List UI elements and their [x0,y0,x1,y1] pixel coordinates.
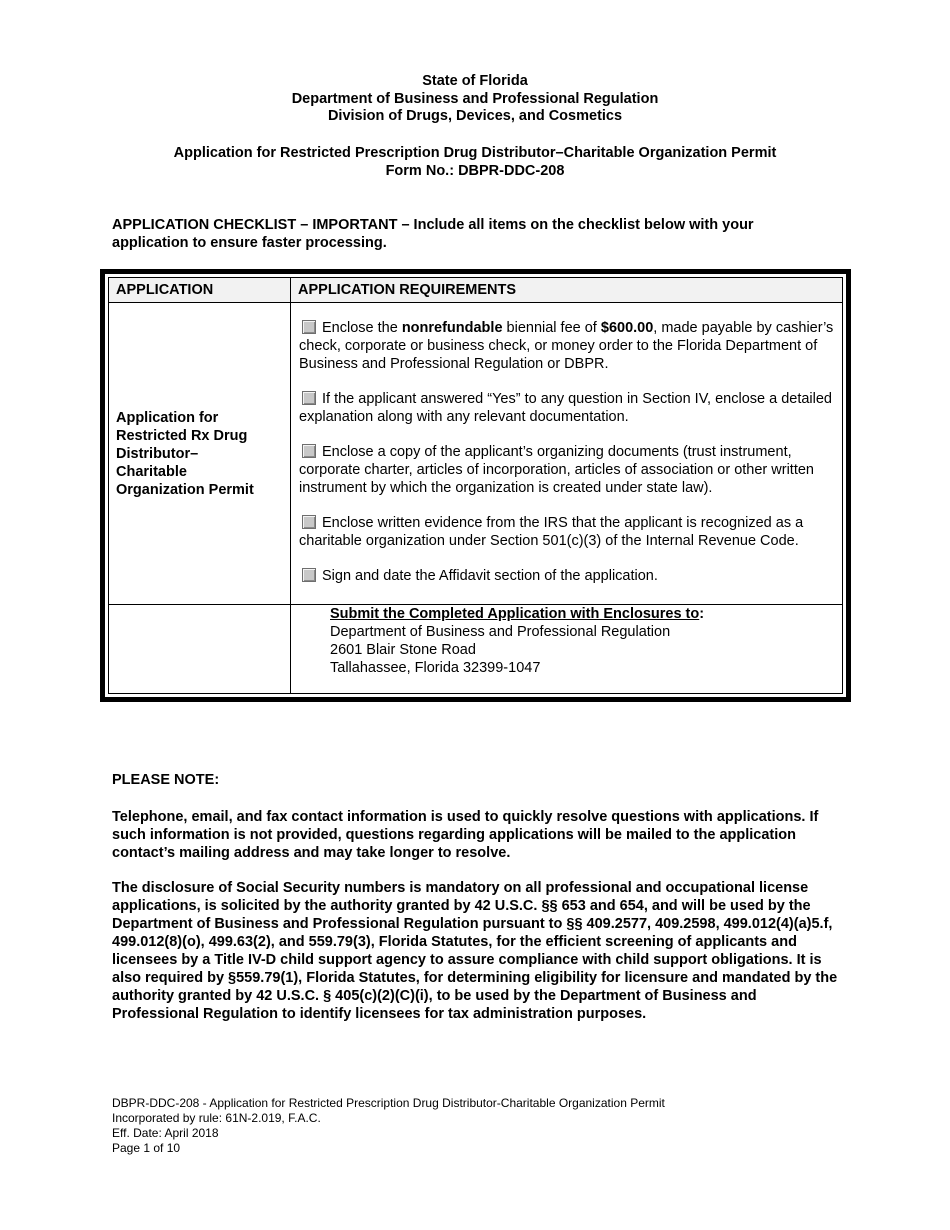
note-heading: PLEASE NOTE: [112,772,220,788]
checklist-table [108,277,843,694]
application-label-line: Application for [116,409,219,426]
requirement-text: , made payable by cashier’s check, corporate or business check, or money order to the Florida Department of Business and Professional Regulation or DBPR. [299,320,834,372]
footer-page-number: Page 1 of 10 [112,1141,181,1155]
address-line: Department of Business and Professional Regulation [330,624,671,640]
checklist-table-frame [100,269,851,702]
checklist-heading: APPLICATION CHECKLIST – IMPORTANT – Include all items on the checklist below with your application to ensure faster processing. [112,217,754,251]
requirement-text: If the applicant answered “Yes” to any question in Section IV, enclose a detailed explanation along with any relevant documentation. [299,391,832,425]
requirement-emphasis: nonrefundable [401,320,503,336]
contact-info-note: Telephone, email, and fax contact information is used to quickly resolve questions with applications. If such information is not provided, questions regarding applications will be mailed to the application contact’s mailing address and may take longer to resolve. [112,809,819,861]
requirement-explanation [299,390,836,426]
checkbox-affidavit[interactable] [302,568,316,582]
checkbox-organizing-documents[interactable] [302,444,316,458]
footer-rule: Incorporated by rule: 61N-2.019, F.A.C. [112,1111,321,1125]
application-label-line: Restricted Rx Drug [116,427,248,444]
table-row [109,605,843,694]
application-label-line: Organization Permit [116,481,254,498]
department-name: Department of Business and Professional Regulation [291,90,659,107]
empty-cell [109,605,291,694]
application-label-line: Distributor– [116,445,199,462]
submit-title-colon: : [699,606,705,622]
requirement-fee [299,319,836,373]
page-footer [112,1096,665,1156]
table-row [109,303,843,605]
checkbox-irs-evidence[interactable] [302,515,316,529]
col-header-application: APPLICATION [109,278,291,303]
requirement-text: biennial fee of [502,320,601,336]
requirement-text: Enclose written evidence from the IRS that the applicant is recognized as a charitable organization under Section 501(c)(3) of the Internal Revenue Code. [299,515,804,549]
footer-form-title: DBPR-DDC-208 - Application for Restricted Prescription Drug Distributor-Charitable Organization Permit [112,1096,665,1110]
fee-amount: $600.00 [600,320,654,336]
col-header-requirements: APPLICATION REQUIREMENTS [291,278,843,303]
checkbox-fee[interactable] [302,320,316,334]
address-line: Tallahassee, Florida 32399-1047 [330,660,541,676]
table-header-row [109,278,843,303]
application-label [109,303,291,605]
form-title: Application for Restricted Prescription Drug Distributor–Charitable Organization Permit [173,145,777,161]
requirement-irs-evidence [299,514,836,550]
requirement-text: Enclose the [322,320,402,336]
footer-effective-date: Eff. Date: April 2018 [112,1126,219,1140]
form-number: Form No.: DBPR-DDC-208 [385,162,565,179]
requirement-organizing-documents [299,443,836,497]
submit-title: Submit the Completed Application with Enclosures to [330,606,700,622]
ssn-disclosure-note: The disclosure of Social Security numbers is mandatory on all professional and occupational license applications, is solicited by the authority granted by 42 U.S.C. §§ 653 and 654, and will be used by the Department of Business and Professional Regulation pursuant to §§ 409.2577, 409.2598, 499.012(4)(a)5.f, 499.012(8)(o), 499.63(2), and 559.79(3), Florida Statutes, for the efficient screening of applicants and licensees by a Title IV-D child support agency to assure compliance with child support obligations. It is also required by §559.79(1), Florida Statutes, for determining eligibility for licensure and mandated by the authority granted by 42 U.S.C. § 405(c)(2)(C)(i), to be used by the Department of Business and Professional Regulation to identify licensees for tax administration purposes. [112,880,838,1022]
division-name: Division of Drugs, Devices, and Cosmetics [327,108,623,124]
agency-header [0,73,950,126]
form-title-block [0,145,950,180]
requirement-affidavit [299,567,836,585]
address-line: 2601 Blair Stone Road [330,642,476,658]
application-label-line: Charitable [116,463,187,480]
requirements-list [291,303,843,605]
requirement-text: Sign and date the Affidavit section of the application. [322,568,658,584]
checkbox-explanation[interactable] [302,391,316,405]
state-name: State of Florida [422,73,528,89]
submit-address-block [291,605,843,694]
requirement-text: Enclose a copy of the applicant’s organizing documents (trust instrument, corporate charter, articles of incorporation, articles of association or other written instrument by which the organization is created under state law). [299,444,814,496]
